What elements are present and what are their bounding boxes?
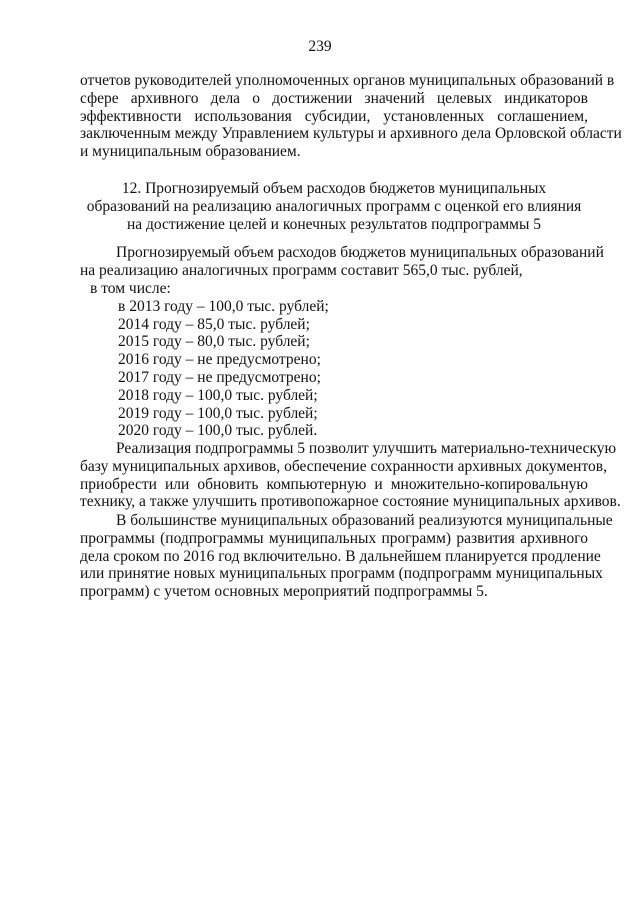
section-heading-line: образований на реализацию аналогичных программ с оценкой его влияния	[86, 197, 582, 215]
list-item: 2020 году – 100,0 тыс. рублей.	[118, 422, 318, 440]
section-heading-line: 12. Прогнозируемый объем расходов бюджетов муниципальных	[121, 180, 547, 197]
list-item: 2019 году – 100,0 тыс. рублей;	[118, 404, 318, 422]
realization-line: технику, а также улучшить противопожарное состояние муниципальных архивов.	[80, 493, 621, 511]
list-item: 2018 году – 100,0 тыс. рублей;	[118, 386, 318, 404]
realization-line: Реализация подпрограммы 5 позволит улучшить материально-техническую	[116, 440, 617, 457]
list-item: в 2013 году – 100,0 тыс. рублей;	[118, 297, 329, 315]
intro-paragraph	[80, 72, 622, 161]
forecast-paragraph	[80, 244, 604, 280]
list-item: 2017 году – не предусмотрено;	[118, 368, 321, 386]
list-item: 2014 году – 85,0 тыс. рублей;	[118, 315, 310, 333]
year-breakdown-list	[80, 280, 588, 440]
forecast-line: Прогнозируемый объем расходов бюджетов муниципальных образований	[116, 244, 604, 261]
forecast-line: на реализацию аналогичных программ составит 565,0 тыс. рублей,	[80, 261, 523, 279]
majority-line: программы (подпрограммы муниципальных программ) развития архивного	[80, 529, 588, 547]
majority-line: В большинстве муниципальных образований реализуются муниципальные	[116, 512, 613, 529]
intro-line: эффективности использования субсидии, установленных соглашением,	[80, 107, 588, 125]
page-number: 239	[308, 38, 332, 55]
majority-paragraph	[80, 512, 613, 601]
section-heading	[80, 180, 588, 233]
majority-line: или принятие новых муниципальных программ (подпрограмм муниципальных	[80, 565, 603, 583]
majority-line: дела сроком по 2016 год включительно. В дальнейшем планируется продление	[80, 547, 601, 565]
including-label: в том числе:	[90, 280, 171, 297]
majority-line: программ) с учетом основных мероприятий подпрограммы 5.	[80, 583, 488, 601]
intro-line: сфере архивного дела о достижении значений целевых индикаторов	[80, 89, 588, 107]
section-heading-line: на достижение целей и конечных результатов подпрограммы 5	[126, 215, 542, 233]
intro-line: и муниципальным образованием.	[80, 143, 301, 161]
intro-line: отчетов руководителей уполномоченных органов муниципальных образований в	[80, 72, 615, 89]
list-item: 2016 году – не предусмотрено;	[118, 351, 321, 369]
list-item: 2015 году – 80,0 тыс. рублей;	[118, 333, 310, 351]
realization-line: базу муниципальных архивов, обеспечение сохранности архивных документов,	[80, 457, 607, 475]
realization-line: приобрести или обновить компьютерную и множительно-копировальную	[80, 475, 588, 493]
intro-line: заключенным между Управлением культуры и архивного дела Орловской области	[80, 125, 622, 143]
realization-paragraph	[80, 440, 621, 511]
